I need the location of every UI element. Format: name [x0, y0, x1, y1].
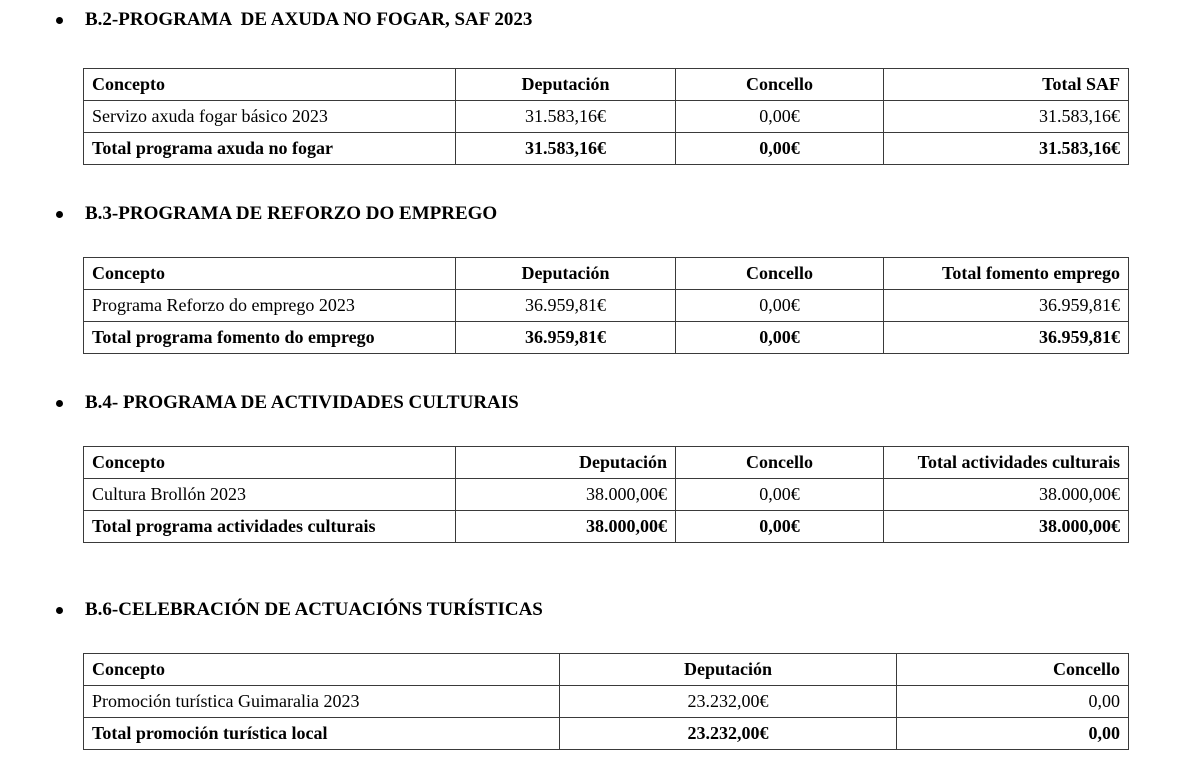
cell-concello: 0,00	[897, 686, 1129, 718]
section-heading: B.3-PROGRAMA DE REFORZO DO EMPREGO	[85, 203, 498, 224]
header-concello: Concello	[897, 654, 1129, 686]
cell-deputacion: 23.232,00€	[560, 686, 897, 718]
bullet-icon	[56, 400, 63, 407]
total-total: 38.000,00€	[884, 511, 1129, 543]
table-header-row	[84, 654, 1129, 686]
table-total-row	[84, 511, 1129, 543]
table-header-row	[84, 447, 1129, 479]
emprego-table	[83, 257, 1129, 354]
cell-total: 36.959,81€	[884, 290, 1129, 322]
header-deputacion: Deputación	[560, 654, 897, 686]
table-row	[84, 290, 1129, 322]
section-heading: B.2-PROGRAMA DE AXUDA NO FOGAR, SAF 2023	[85, 9, 533, 30]
total-deputacion: 36.959,81€	[456, 322, 676, 354]
table-total-row	[84, 133, 1129, 165]
cell-concello: 0,00€	[676, 290, 884, 322]
cell-concello: 0,00€	[676, 479, 884, 511]
bullet-icon	[56, 17, 63, 24]
total-total: 31.583,16€	[884, 133, 1129, 165]
header-concepto: Concepto	[84, 447, 456, 479]
header-total: Total fomento emprego	[884, 258, 1129, 290]
saf-table	[83, 68, 1129, 165]
header-concepto: Concepto	[84, 258, 456, 290]
bullet-icon	[56, 607, 63, 614]
table-row	[84, 479, 1129, 511]
table-row	[84, 101, 1129, 133]
total-concepto: Total promoción turística local	[84, 718, 560, 750]
table-header-row	[84, 69, 1129, 101]
header-deputacion: Deputación	[456, 447, 676, 479]
total-concello: 0,00€	[676, 511, 884, 543]
cell-deputacion: 36.959,81€	[456, 290, 676, 322]
header-concello: Concello	[676, 69, 884, 101]
cell-deputacion: 31.583,16€	[456, 101, 676, 133]
cell-concepto: Cultura Brollón 2023	[84, 479, 456, 511]
cell-total: 38.000,00€	[884, 479, 1129, 511]
table-header-row	[84, 258, 1129, 290]
section-heading: B.4- PROGRAMA DE ACTIVIDADES CULTURAIS	[85, 392, 519, 413]
total-concepto: Total programa axuda no fogar	[84, 133, 456, 165]
total-concepto: Total programa fomento do emprego	[84, 322, 456, 354]
table-total-row	[84, 322, 1129, 354]
cell-total: 31.583,16€	[884, 101, 1129, 133]
header-concello: Concello	[676, 447, 884, 479]
total-deputacion: 23.232,00€	[560, 718, 897, 750]
header-total: Total SAF	[884, 69, 1129, 101]
total-deputacion: 31.583,16€	[456, 133, 676, 165]
total-concello: 0,00	[897, 718, 1129, 750]
turismo-table	[83, 653, 1129, 750]
total-concello: 0,00€	[676, 322, 884, 354]
header-deputacion: Deputación	[456, 69, 676, 101]
bullet-icon	[56, 211, 63, 218]
cell-concepto: Programa Reforzo do emprego 2023	[84, 290, 456, 322]
total-concepto: Total programa actividades culturais	[84, 511, 456, 543]
total-deputacion: 38.000,00€	[456, 511, 676, 543]
header-deputacion: Deputación	[456, 258, 676, 290]
header-concepto: Concepto	[84, 654, 560, 686]
cultura-table	[83, 446, 1129, 543]
header-total: Total actividades culturais	[884, 447, 1129, 479]
cell-deputacion: 38.000,00€	[456, 479, 676, 511]
cell-concepto: Servizo axuda fogar básico 2023	[84, 101, 456, 133]
total-total: 36.959,81€	[884, 322, 1129, 354]
header-concepto: Concepto	[84, 69, 456, 101]
table-row	[84, 686, 1129, 718]
total-concello: 0,00€	[676, 133, 884, 165]
table-total-row	[84, 718, 1129, 750]
section-heading: B.6-CELEBRACIÓN DE ACTUACIÓNS TURÍSTICAS	[85, 599, 543, 620]
cell-concello: 0,00€	[676, 101, 884, 133]
header-concello: Concello	[676, 258, 884, 290]
cell-concepto: Promoción turística Guimaralia 2023	[84, 686, 560, 718]
